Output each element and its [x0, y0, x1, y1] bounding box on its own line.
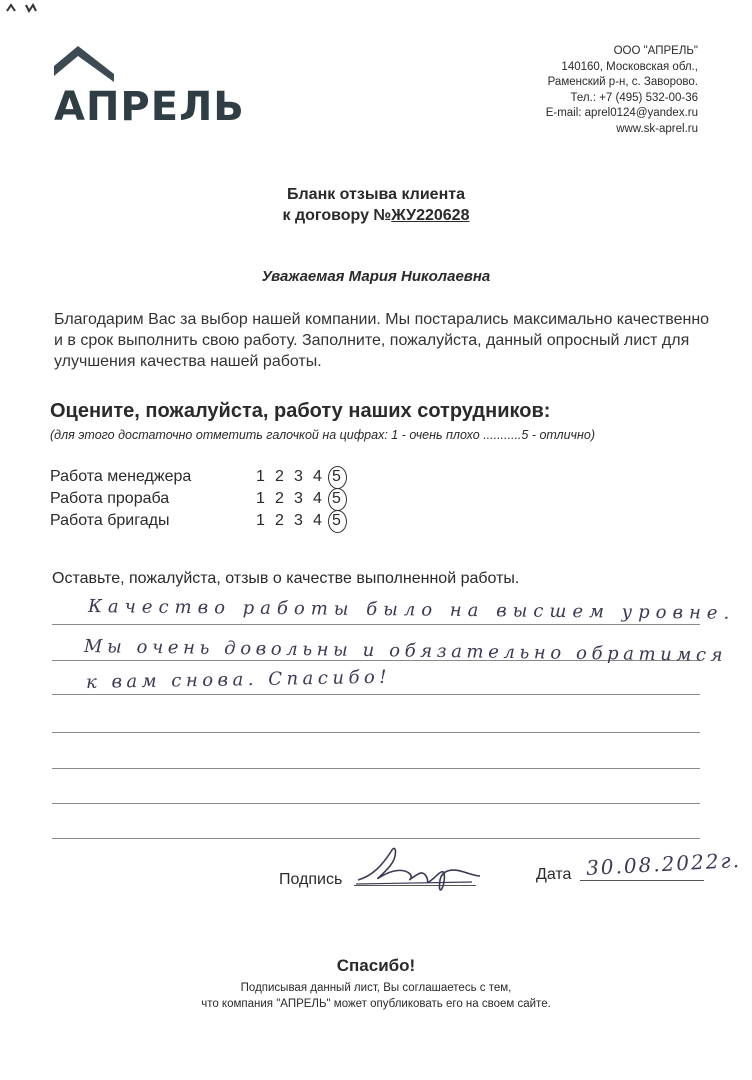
- feedback-line: [52, 694, 700, 695]
- rating-scale[interactable]: [256, 490, 351, 508]
- date-label: Дата: [536, 866, 572, 883]
- rating-row-label: Работа менеджера: [50, 468, 192, 485]
- rating-row-label: Работа прораба: [50, 490, 170, 507]
- rating-option-selected[interactable]: 5: [332, 512, 351, 530]
- date-line: [580, 880, 704, 881]
- rating-option[interactable]: 4: [313, 512, 322, 529]
- rating-option[interactable]: 3: [294, 512, 303, 529]
- handwritten-feedback-line: Качество работы было на высшем уровне.: [87, 596, 736, 624]
- consent-line: Подписывая данный лист, Вы соглашаетесь с тем,: [240, 982, 512, 994]
- brand-name: АПРЕЛЬ: [54, 84, 245, 130]
- company-contacts: [458, 44, 698, 137]
- company-phone: Тел.: +7 (495) 532-00-36: [570, 91, 698, 104]
- scan-corner-mark: [6, 3, 40, 13]
- house-logo-icon: [52, 44, 116, 84]
- consent-line: что компания "АПРЕЛЬ" может опубликовать его на своем сайте.: [201, 998, 551, 1010]
- company-name: ООО "АПРЕЛЬ": [613, 45, 698, 57]
- rating-option[interactable]: 1: [256, 468, 265, 485]
- form-title-line1: Бланк отзыва клиента: [287, 186, 465, 203]
- handwritten-feedback-line: Мы очень довольны и обязательно обратимся: [83, 636, 728, 666]
- rating-row-label: Работа бригады: [50, 512, 170, 529]
- rating-option[interactable]: 2: [275, 512, 284, 529]
- company-email: E-mail: aprel0124@yandex.ru: [545, 107, 698, 119]
- form-title-line2: [0, 205, 752, 226]
- rating-option[interactable]: 4: [313, 468, 322, 485]
- rating-scale[interactable]: [256, 512, 351, 530]
- rating-option[interactable]: 1: [256, 512, 265, 529]
- company-address-line1: 140160, Московская обл.,: [561, 60, 698, 73]
- company-website: www.sk-aprel.ru: [616, 122, 698, 135]
- greeting: Уважаемая Мария Николаевна: [261, 268, 491, 285]
- rating-option[interactable]: 2: [275, 490, 284, 507]
- feedback-label: Оставьте, пожалуйста, отзыв о качестве выполненной работы.: [52, 570, 520, 587]
- consent-note: [0, 980, 752, 1012]
- signature-label: Подпись: [279, 871, 343, 888]
- handwritten-feedback-line: к вам снова. Спасибо!: [85, 666, 392, 693]
- rating-option-selected[interactable]: 5: [332, 490, 351, 508]
- rating-option[interactable]: 4: [313, 490, 322, 507]
- rating-option[interactable]: 2: [275, 468, 284, 485]
- rating-option[interactable]: 1: [256, 490, 265, 507]
- feedback-line: [52, 803, 700, 804]
- contract-number: ЖУ220628: [391, 207, 470, 224]
- feedback-line: [52, 732, 700, 733]
- rating-row-crew: [50, 512, 390, 534]
- feedback-line: [52, 624, 700, 625]
- thanks-heading: Спасибо!: [336, 956, 416, 975]
- rating-scale[interactable]: [256, 468, 351, 486]
- handwritten-date: 30.08.2022г.: [585, 847, 742, 881]
- rating-option-selected[interactable]: 5: [332, 468, 351, 486]
- rating-option[interactable]: 3: [294, 468, 303, 485]
- rating-row-manager: [50, 468, 390, 490]
- intro-paragraph: Благодарим Вас за выбор нашей компании. Мы постарались максимально качественно и в срок выполнить свою работу. Заполните, пожалуйста, данный опросный лист для улучшения качества нашей работы.: [54, 311, 710, 370]
- rating-option[interactable]: 3: [294, 490, 303, 507]
- signature-scribble: [352, 836, 482, 896]
- rating-note: (для этого достаточно отметить галочкой на цифрах: 1 - очень плохо ...........5 - отлично): [50, 428, 596, 442]
- contract-prefix: к договору №: [282, 207, 392, 224]
- rating-heading: Оцените, пожалуйста, работу наших сотрудников:: [50, 400, 551, 422]
- form-title: [0, 184, 752, 226]
- company-address-line2: Раменский р-н, с. Заворово.: [547, 76, 698, 88]
- rating-row-foreman: [50, 490, 390, 512]
- feedback-line: [52, 768, 700, 769]
